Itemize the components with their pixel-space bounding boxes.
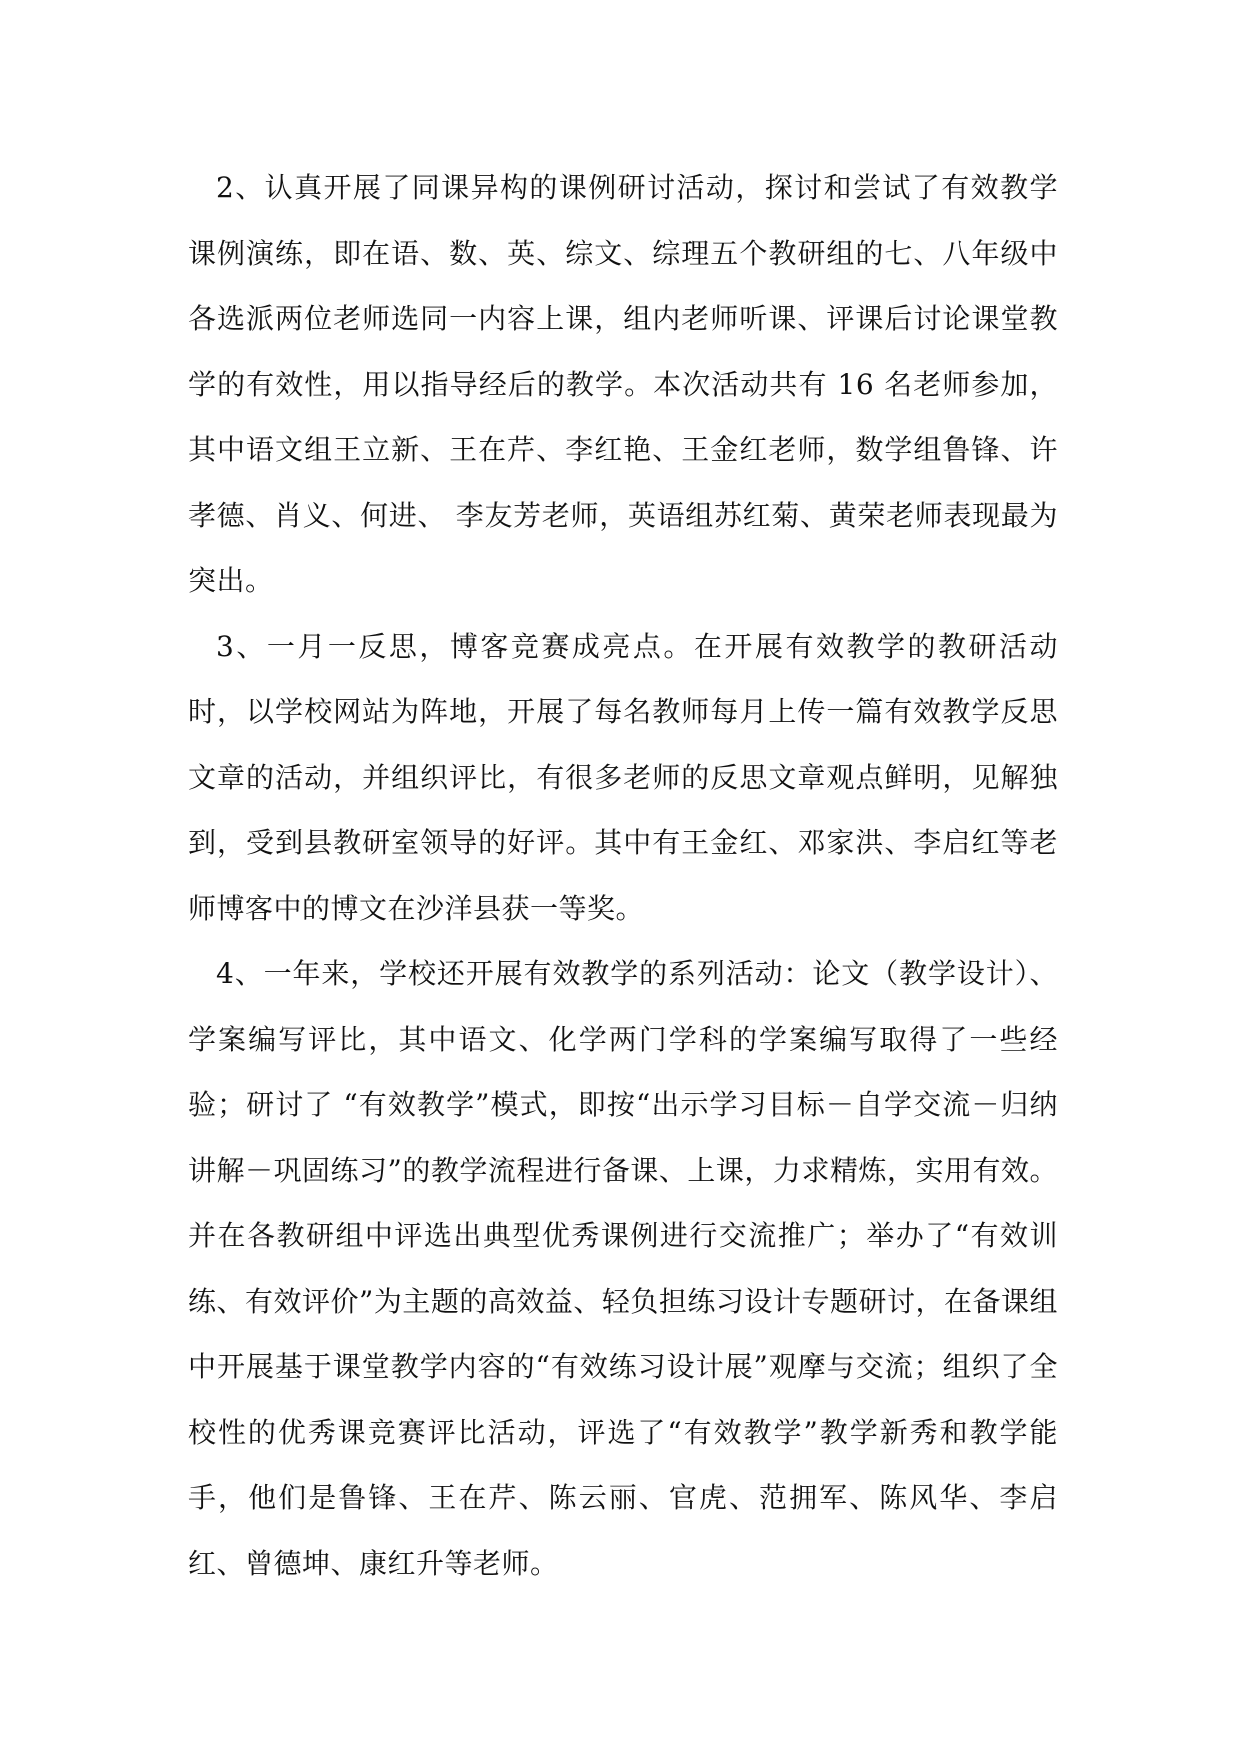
paragraph-item-3: 3、一月一反思，博客竞赛成亮点。在开展有效教学的教研活动时，以学校网站为阵地，开展了每名教师每月上传一篇有效教学反思文章的活动，并组织评比，有很多老师的反思文章观点鲜明，见解独到，受到县教研室领导的好评。其中有王金红、邓家洪、李启红等老师博客中的博文在沙洋县获一等奖。 xyxy=(188,629,1058,925)
document-body xyxy=(188,155,1058,1596)
paragraph-item-4: 4、一年来，学校还开展有效教学的系列活动：论文（教学设计）、学案编写评比，其中语文、化学两门学科的学案编写取得了一些经验；研讨了 “有效教学”模式，即按“出示学习目标－自学交流－归纳讲解－巩固练习”的教学流程进行备课、上课，力求精炼，实用有效。并在各教研组中评选出典型优秀课例进行交流推广；举办了“有效训练、有效评价”为主题的高效益、轻负担练习设计专题研讨，在备课组中开展基于课堂教学内容的“有效练习设计展”观摩与交流；组织了全校性的优秀课竞赛评比活动，评选了“有效教学”教学新秀和教学能手，他们是鲁锋、王在芹、陈云丽、官虎、范拥军、陈风华、李启红、曾德坤、康红升等老师。 xyxy=(188,957,1058,1580)
paragraph-item-2: 2、认真开展了同课异构的课例研讨活动，探讨和尝试了有效教学课例演练，即在语、数、英、综文、综理五个教研组的七、八年级中各选派两位老师选同一内容上课，组内老师听课、评课后讨论课堂教学的有效性，用以指导经后的教学。本次活动共有 16 名老师参加，其中语文组王立新、王在芹、李红艳、王金红老师，数学组鲁锋、许孝德、肖义、何进、 李友芳老师，英语组苏红菊、黄荣老师表现最为突出。 xyxy=(188,171,1058,597)
